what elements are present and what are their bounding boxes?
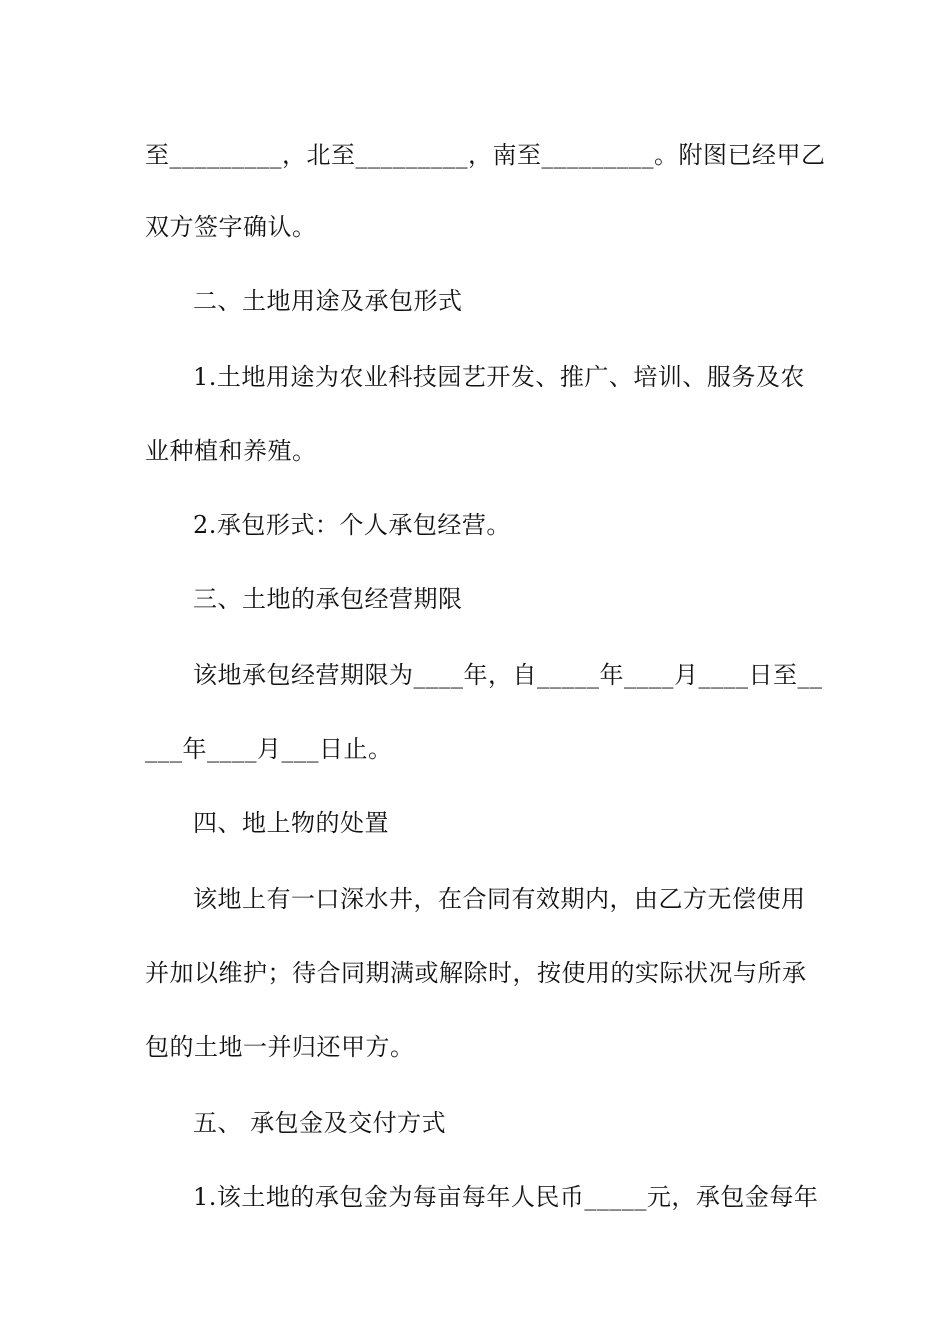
section-heading: 四、地上物的处置	[193, 809, 389, 837]
text-line: ___年____月___日止。	[145, 735, 393, 763]
text-line: 1.该土地的承包金为每亩每年人民币_____元，承包金每年	[193, 1183, 819, 1211]
text-line: 该地承包经营期限为____年，自_____年____月____日至__	[193, 661, 823, 689]
section-heading: 二、土地用途及承包形式	[193, 287, 463, 315]
text-line: 2.承包形式：个人承包经营。	[193, 511, 511, 539]
text-line: 双方签字确认。	[145, 213, 317, 241]
text-line: 包的土地一并归还甲方。	[145, 1033, 415, 1061]
text-line: 并加以维护；待合同期满或解除时，按使用的实际状况与所承	[145, 959, 807, 987]
section-heading: 三、土地的承包经营期限	[193, 585, 463, 613]
text-line: 1.土地用途为农业科技园艺开发、推广、培训、服务及农	[193, 363, 805, 391]
text-line: 业种植和养殖。	[145, 437, 317, 465]
section-heading: 五、 承包金及交付方式	[193, 1109, 447, 1137]
text-line: 该地上有一口深水井，在合同有效期内，由乙方无偿使用	[193, 885, 806, 913]
text-line: 至_________，北至_________，南至_________。附图已经甲乙	[145, 141, 826, 169]
